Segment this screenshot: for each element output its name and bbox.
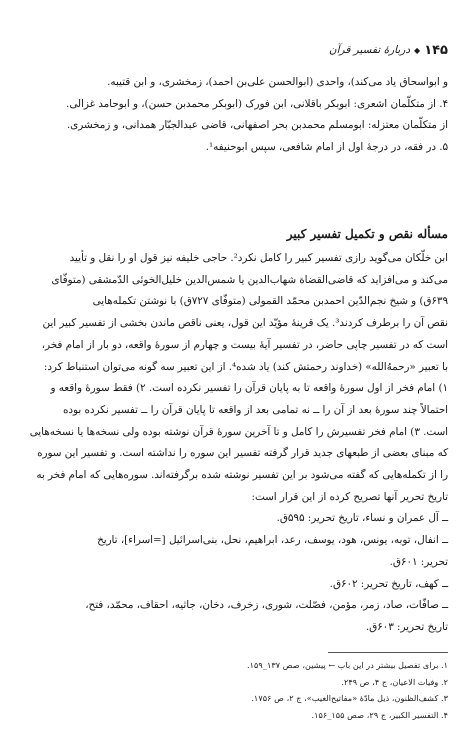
text-line: و ابواسحاق یاد می‌کند)، واحدی (ابوالحسن علی‌بن احمد)، زمخشری، و ابن قتیبه. — [107, 76, 448, 88]
running-head — [18, 40, 448, 60]
diamond-icon: ◆ — [414, 45, 421, 55]
text-line: ۶۳۹ق) و شیخ نجم‌الدّین احمدبن محمّد القمولی (متوفّای ۷۲۷ق) با نوشتن تکمله‌هایی — [92, 295, 448, 308]
list-item: ــ آل عمران و نساء، تاریخ تحریر: ۵۹۵ق. — [276, 512, 448, 525]
section-heading: مسأله نقص و تکمیل تفسیر کبیر — [286, 227, 448, 241]
text-line: ابن خلّکان می‌گوید رازی تفسیر کبیر را کامل نکرد². حاجی خلیفه نیز قول او را نقل و تأیید — [69, 252, 448, 264]
footnote: ۴. التفسیر الکبیر، ج ۲۹، صص ۱۵۵_۱۵۶. — [311, 709, 448, 720]
page-number: ۱۴۵ — [424, 42, 448, 58]
text-line: می‌کند و می‌افزاید که قاضی‌القضاة شهاب‌الدین یا شمس‌الدین خلیل‌الخوئی الدّمشقی (متوفّای — [51, 273, 448, 286]
text-line: ۵. در فقه، در درجهٔ اول از امام شافعی، سپس ابوحنیفه¹. — [205, 141, 448, 154]
intro-paragraphs — [18, 72, 448, 159]
text-line: احتمالاً چند سورهٔ بعد از آن را ــ نه تمامی بعد از واقعه تا پایان قرآن را ــ تفسیر نکرده بوده — [63, 403, 448, 416]
list-item: تاریخ تحریر: ۶۰۳ق. — [365, 620, 448, 633]
text-line: است. ۳) امام فخر تفسیرش را کامل و تا آخرین سورهٔ قرآن نوشته بوده ولی نسخه‌ها یا نسخه‌هایی — [29, 425, 448, 438]
list-item: ــ انفال، توبه، یونس، هود، یوسف، رعد، ابراهیم، نحل، بنی‌اسرائیل [=اسراء]، تاریخ — [97, 534, 448, 547]
text-line: از متکلّمان معتزله: ابومسلم محمدبن بحر اصفهانی، قاضی عبدالجبّار همدانی، و زمخشری. — [66, 119, 448, 132]
text-line: را از تکمله‌هایی که گفته می‌شود بر این تفسیر نوشته شده برگرفته‌اند. سوره‌هایی که امام فخر به — [36, 469, 448, 482]
footnote: ۲. وفیات الاعیان، ج ۴، ص ۲۴۹. — [341, 676, 448, 687]
footnote-divider — [328, 652, 448, 653]
text-line: با تعبیر «رحمهُ‌الله» (خداوند رحمتش کند) یاد شده⁴. از این تعبیر سه گونه می‌توان استنباط کرد: — [43, 360, 448, 373]
text-line: که مبنای بعضی از طبعهای جدید قرار گرفته تفسیر این سوره را نداشته است. و تفسیر این سوره — [37, 447, 448, 460]
list-item: تحریر: ۶۰۱ق. — [389, 555, 448, 568]
text-line: تاریخ تحریر آنها تصریح کرده از این قرار است: — [251, 490, 448, 503]
text-line: ۱) امام فخر از اول سورهٔ واقعه تا به پایان قرآن را تفسیر نکرده است. ۲) فقط سورهٔ واقعه و — [50, 382, 448, 395]
running-title: دربارهٔ تفسیر قرآن — [328, 44, 411, 56]
list-item: ــ کهف، تاریخ تحریر: ۶۰۲ق. — [329, 577, 448, 590]
list-item: ــ صافّات، صاد، زمر، مؤمن، فصّلت، شوری، زخرف، دخان، جاثیه، احقاف، محمّد، فتح، — [85, 599, 448, 612]
footnote: ۱. برای تفصیل بیشتر در این باب ← پیشین، صص ۱۳۷_۱۵۹. — [247, 660, 448, 670]
footnote: ۳. کشف‌الظنون، ذیل مادّهٔ «مفاتیح‌الغیب»، ج ۲، ص ۱۷۵۶. — [251, 693, 448, 704]
text-line: است که در تفسیر چاپی حاضر، در تفسیر آیهٔ بیست و چهارم از سورهٔ واقعه، دو بار از امام فخر، — [41, 338, 448, 351]
text-line: ۴. از متکلّمان اشعری: ابوبکر باقلانی، ابن فورک (ابوبکر محمدبن حسن)، و ابوحامد غزالی. — [66, 97, 448, 110]
section-body — [18, 248, 448, 639]
footnotes — [18, 657, 448, 723]
text-line: نقص آن را برطرف کردند³. یک قرینهٔ مؤیّد این قول، یعنی ناقص ماندن بخشی از تفسیر کبیر این — [42, 317, 448, 330]
